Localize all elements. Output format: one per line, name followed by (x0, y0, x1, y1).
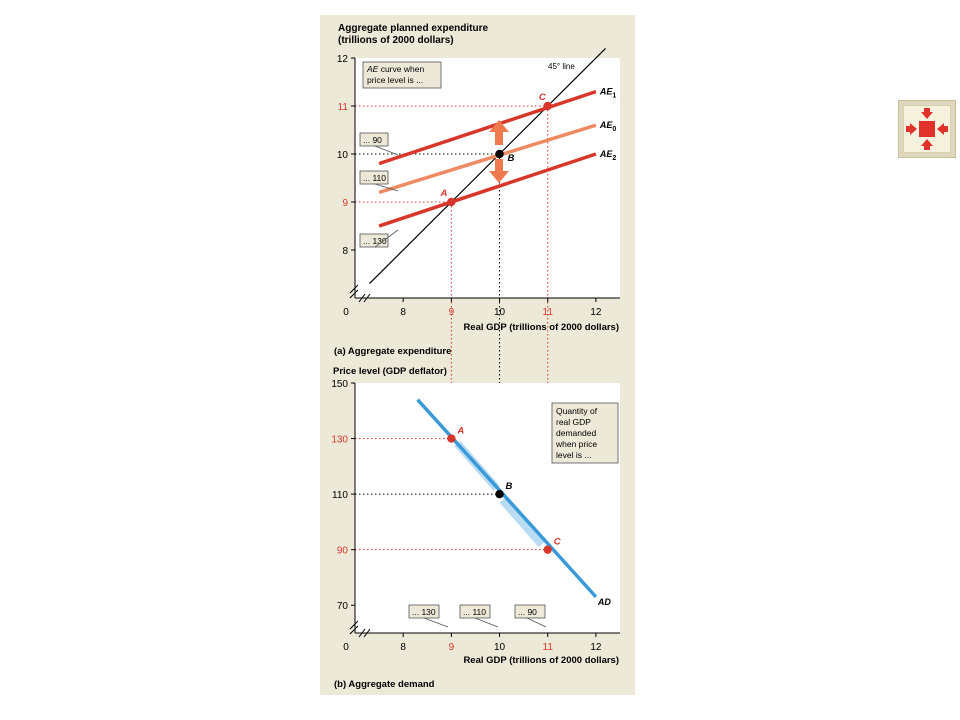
expand-button-face[interactable] (903, 105, 951, 153)
panel-a-origin-label: 0 (343, 307, 349, 318)
y-tick-label: 12 (336, 54, 348, 65)
y-tick-label: 90 (336, 545, 348, 557)
ad-annotation-line4: when price (556, 439, 598, 449)
point-C (544, 545, 552, 553)
point-B (495, 490, 503, 498)
panel-a-ylabel: Aggregate planned expenditure (338, 23, 489, 34)
price-label-text: ... 90 (518, 607, 537, 617)
ad-annotation-line5: level is ... (556, 450, 592, 460)
y-tick-label: 10 (336, 150, 348, 161)
x-tick-label: 9 (448, 307, 455, 318)
point-label-C: C (538, 92, 546, 103)
x-tick-label: 9 (448, 642, 455, 653)
point-label-A: A (457, 425, 465, 437)
ad-annotation-box (552, 403, 618, 463)
panel-a-caption: (a) Aggregate expenditure (334, 346, 452, 357)
panel-b-ylabel: Price level (GDP deflator) (333, 366, 447, 377)
ae-annotation-box (363, 62, 441, 88)
panel-b-caption: (b) Aggregate demand (334, 679, 435, 690)
ad-annotation-line2: real GDP (556, 417, 591, 427)
panel-a-ylabel-units: (trillions of 2000 dollars) (338, 35, 454, 46)
point-A (447, 434, 455, 442)
chart-figure (320, 15, 635, 695)
point-label-B: B (507, 153, 515, 164)
x-tick-label: 11 (542, 307, 553, 318)
x-tick-label: 8 (400, 642, 406, 653)
price-label-text: ... 90 (363, 135, 382, 145)
figure-panel (320, 15, 635, 695)
point-C (544, 102, 552, 110)
x-tick-label: 8 (400, 307, 406, 318)
price-label-text: ... 110 (463, 607, 486, 617)
point-label-C: C (553, 536, 561, 548)
panel-a-plot-area (355, 58, 620, 298)
y-tick-label: 130 (331, 434, 348, 446)
y-tick-label: 8 (342, 246, 348, 257)
y-tick-label: 110 (332, 490, 348, 502)
series-label-AE2: $AE_2$ (599, 149, 617, 162)
ae-annotation-line1: AE curve when (367, 64, 425, 74)
expand-arrows-icon (904, 106, 950, 152)
series-label-AD: AD (597, 596, 611, 607)
ad-annotation-line3: demanded (556, 428, 597, 438)
point-B (495, 150, 503, 158)
x-tick-label: 12 (590, 307, 602, 318)
y-tick-label: 11 (337, 102, 348, 113)
y-tick-label: 9 (342, 198, 348, 209)
expand-button[interactable] (898, 100, 956, 158)
x-tick-label: 12 (590, 642, 602, 653)
y-tick-label: 70 (336, 601, 348, 613)
ad-annotation-line1: Quantity of (556, 406, 598, 416)
point-label-A: A (440, 188, 448, 199)
x-tick-label: 10 (493, 642, 506, 653)
label-45-line: 45° line (548, 62, 575, 71)
point-label-B: B (505, 481, 513, 493)
y-tick-label: 150 (331, 379, 348, 390)
panel-a-xlabel: Real GDP (trillions of 2000 dollars) (463, 322, 619, 333)
series-label-AE0: $AE_0$ (599, 120, 617, 134)
panel-b (331, 366, 620, 690)
panel-b-origin-label: 0 (343, 642, 349, 653)
price-label-text: ... 110 (363, 173, 386, 183)
price-label-text: ... 130 (412, 607, 436, 617)
panel-b-xlabel: Real GDP (trillions of 2000 dollars) (463, 655, 619, 666)
price-label-text: ... 130 (363, 236, 387, 246)
point-A (447, 198, 455, 206)
ae-annotation-line2: price level is ... (367, 75, 424, 85)
series-label-AE1: $AE_1$ (599, 86, 617, 100)
x-tick-label: 10 (493, 307, 506, 318)
x-tick-label: 11 (542, 642, 553, 653)
